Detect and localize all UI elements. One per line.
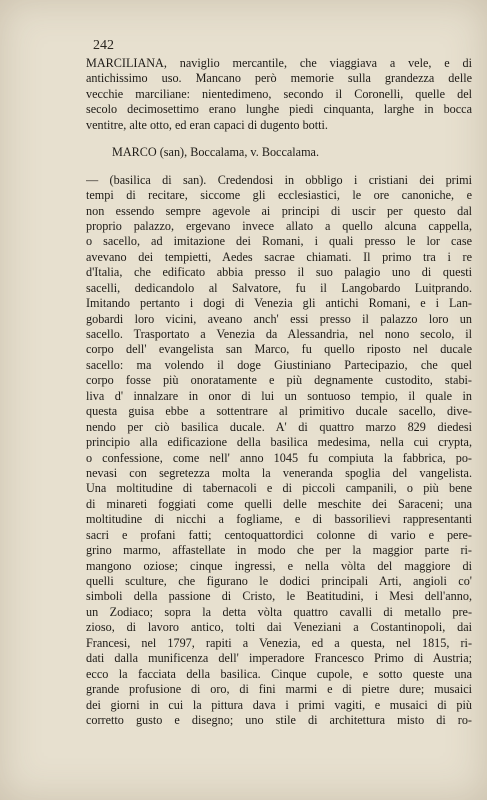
basilica-line: zioso, di lavoro antico, tolti dai Veneziani a Costantinopoli, dai <box>86 620 472 635</box>
basilica-line: simboli della passione di Cristo, le Beatitudini, i Mesi dell'anno, <box>86 589 472 604</box>
basilica-line: questa guisa ebbe a sottentrare al primitivo ducale sacello, dive- <box>86 404 472 419</box>
basilica-line: — (basilica di san). Credendosi in obbligo i cristiani dei primi <box>86 172 472 187</box>
basilica-line: corretto gusto e disegno; uno stile di architettura misto di ro- <box>86 712 472 727</box>
basilica-line: di minareti foggiati come quelli delle meschite dei Saraceni; una <box>86 496 472 511</box>
basilica-line: sacelli, dedicandolo al Salvatore, fu il Langobardo Luitprando. <box>86 280 472 295</box>
basilica-line: o confessione, come nell' anno 1045 fu compiuta la fabbrica, po- <box>86 450 472 465</box>
basilica-line: sacello: ma volendo il doge Giustiniano Partecipazio, che quel <box>86 357 472 372</box>
basilica-line: o sacello, ad imitazione dei Romani, i quali presso le lor case <box>86 234 472 249</box>
basilica-line: nendo per ciò basilica ducale. A' di quattro marzo 829 diedesi <box>86 419 472 434</box>
basilica-line: Francesi, nel 1797, rapiti a Venezia, ed a questa, nel 1815, ri- <box>86 635 472 650</box>
basilica-line: ecco la facciata della basilica. Cinque cupole, e sotto queste una <box>86 666 472 681</box>
basilica-line: tempi di recitare, siccome gli ecclesiastici, le ore canoniche, e <box>86 188 472 203</box>
basilica-line: nevasi con segretezza molta la veneranda spoglia del vangelista. <box>86 465 472 480</box>
marciliana-line: ventitre, alte otto, ed eran capaci di dugento botti. <box>86 117 328 132</box>
basilica-line: corpo fosse più onoratamente e più degnamente custodito, stabi- <box>86 373 472 388</box>
basilica-line: corpo dell' evangelista san Marco, fu quello riposto nel ducale <box>86 342 472 357</box>
basilica-line: quelli sculture, che figurano le dodici principali Arti, angioli co' <box>86 574 472 588</box>
basilica-line: grino marmo, affastellate in modo che per la maggior parte ri- <box>86 543 472 558</box>
basilica-line: Una moltitudine di tabernacoli e di piccoli campanili, o più bene <box>86 481 472 496</box>
page-number: 242 <box>93 38 114 53</box>
basilica-line: un Zodiaco; sopra la detta vòlta quattro cavalli di metallo pre- <box>86 604 472 619</box>
basilica-line: d'Italia, che edificato abbia presso il suo palagio uno di questi <box>86 265 472 280</box>
basilica-line: sacello. Trasportato a Venezia da Alessandria, nel nono secolo, il <box>86 327 472 341</box>
marciliana-line: secolo decimosettimo erano lunghe piedi cinquanta, larghe in bocca <box>86 102 472 117</box>
basilica-line: dati dalla munificenza dell' imperadore Francesco Primo di Austria; <box>86 651 472 666</box>
marco-heading-line: MARCO (san), Boccalama, v. Boccalama. <box>112 145 320 160</box>
basilica-line: moltitudine di nicchi a fogliame, e di bassorilievi rappresentanti <box>86 512 472 527</box>
marciliana-line: vecchie marciliane: nientedimeno, secondo il Coronelli, quelle del <box>86 86 472 101</box>
basilica-line: principio alla edificazione della basilica medesima, nella cui crypta, <box>86 435 472 450</box>
basilica-line: mangono oziose; cinque ingressi, e nella vòlta del maggiore di <box>86 558 472 573</box>
marciliana-line: MARCILIANA, naviglio mercantile, che viaggiava a vele, e di <box>86 56 472 70</box>
basilica-line: gobardi loro vicini, aveano anch' essi presso il palazzo loro un <box>86 311 472 326</box>
basilica-line: avevano dei tempietti, Aedes sacrae chiamati. Il primo tra i re <box>86 249 472 264</box>
basilica-line: proprio palazzo, ergevano invece allato a quello alcuna cappella, <box>86 218 472 233</box>
page-text <box>86 56 472 728</box>
marciliana-line: antichissimo uso. Mancano però memorie sulla grandezza delle <box>86 71 472 86</box>
basilica-line: dei giorni in cui la pittura dava i primi vagiti, e musaici di più <box>86 697 472 712</box>
basilica-line: non essendo sempre agevole ai principi di uscir per questo dal <box>86 203 472 218</box>
basilica-line: liva d' innalzare in onor di lui un sontuoso tempio, il quale in <box>86 388 472 403</box>
basilica-line: Imitando pertanto i dogi di Venezia gli antichi Romani, e i Lan- <box>86 296 472 311</box>
basilica-line: sacri e profani fatti; centoquattordici colonne di vario e pere- <box>86 527 472 542</box>
basilica-line: grande profusione di oro, di fini marmi e di pietre dure; musaici <box>86 682 472 697</box>
